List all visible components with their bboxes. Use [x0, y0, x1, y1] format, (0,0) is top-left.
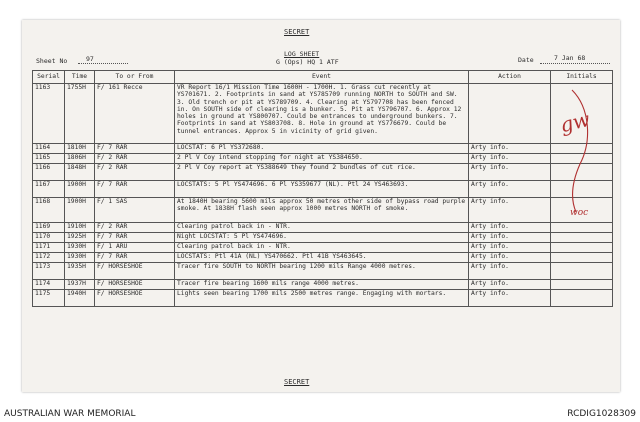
time-cell: 1755H	[65, 84, 95, 144]
to-or-from-cell: F/ HORSESHOE	[95, 280, 175, 290]
table-row	[33, 290, 613, 307]
serial-cell: 1169	[33, 223, 65, 233]
table-row	[33, 181, 613, 198]
action-cell: Arty info.	[469, 164, 551, 181]
footer-catalog-id: RCDIG1028309	[567, 409, 636, 419]
log-sheet-title: LOG SHEET	[284, 50, 320, 58]
table-row	[33, 84, 613, 144]
action-cell: Arty info.	[469, 233, 551, 243]
event-cell: 2 Pl V Coy report at YS388649 they found 2 bundles of cut rice.	[175, 164, 469, 181]
serial-cell: 1168	[33, 198, 65, 223]
handwritten-initial-gw: gw	[557, 106, 593, 138]
event-cell: 2 Pl V Coy intend stopping for night at YS384650.	[175, 154, 469, 164]
sheet-number-label: Sheet No	[36, 57, 68, 65]
serial-cell: 1164	[33, 144, 65, 154]
to-or-from-cell: F/ HORSESHOE	[95, 263, 175, 280]
time-cell: 1930H	[65, 253, 95, 263]
to-or-from-cell: F/ 2 RAR	[95, 164, 175, 181]
column-header-to-or-from: To or From	[95, 71, 175, 84]
log-table	[32, 70, 613, 307]
table-row	[33, 223, 613, 233]
column-header-action: Action	[469, 71, 551, 84]
initials-cell	[551, 263, 613, 280]
serial-cell: 1170	[33, 233, 65, 243]
time-cell: 1937H	[65, 280, 95, 290]
to-or-from-cell: F/ 7 RAR	[95, 144, 175, 154]
time-cell: 1910H	[65, 223, 95, 233]
event-cell: VR Report 16/1 Mission Time 1600H - 1700H. 1. Grass cut recently at YS701671. 2. Footprints in sand at YS785709 running NORTH to SOUTH and SW. 3. Old trench or pit at YS789709. 4. Clearing at YS797708 has been fenced in. On SOUTH side of clearing is a bunker. 5. Pit at YS796707. 6. Approx 12 holes in ground at YS800707. Could be entrances to underground bunkers. 7. Footprints in sand at YS803708. 8. Hole in ground at YS776679. Could be tunnel entrances. Approx 5 in vicinity of grid given.	[175, 84, 469, 144]
to-or-from-cell: F/ 2 RAR	[95, 223, 175, 233]
log-sheet-page	[22, 20, 620, 392]
event-cell: Clearing patrol back in - NTR.	[175, 223, 469, 233]
date-value: 7 Jan 68	[554, 54, 586, 62]
log-table-body	[33, 84, 613, 307]
serial-cell: 1171	[33, 243, 65, 253]
to-or-from-cell: F/ 7 RAR	[95, 181, 175, 198]
serial-cell: 1165	[33, 154, 65, 164]
table-header-row	[33, 71, 613, 84]
action-cell: Arty info.	[469, 243, 551, 253]
to-or-from-cell: F/ 161 Recce	[95, 84, 175, 144]
to-or-from-cell: F/ 2 RAR	[95, 154, 175, 164]
action-cell: Arty info.	[469, 154, 551, 164]
serial-cell: 1167	[33, 181, 65, 198]
time-cell: 1848H	[65, 164, 95, 181]
table-row	[33, 164, 613, 181]
serial-cell: 1166	[33, 164, 65, 181]
time-cell: 1810H	[65, 144, 95, 154]
action-cell: Arty info.	[469, 253, 551, 263]
to-or-from-cell: F/ 1 SAS	[95, 198, 175, 223]
column-header-event: Event	[175, 71, 469, 84]
action-cell: Arty info.	[469, 280, 551, 290]
column-header-time: Time	[65, 71, 95, 84]
column-header-initials: Initials	[551, 71, 613, 84]
table-row	[33, 233, 613, 243]
action-cell: Arty info.	[469, 198, 551, 223]
initials-cell	[551, 253, 613, 263]
action-cell: Arty info.	[469, 290, 551, 307]
time-cell: 1940H	[65, 290, 95, 307]
to-or-from-cell: F/ 7 RAR	[95, 253, 175, 263]
table-row	[33, 263, 613, 280]
event-cell: LOCSTATS: Ptl 41A (NL) YS470662. Ptl 41B YS463645.	[175, 253, 469, 263]
table-row	[33, 243, 613, 253]
table-row	[33, 280, 613, 290]
initials-cell	[551, 233, 613, 243]
event-cell: Tracer fire bearing 1600 mils range 4000 metres.	[175, 280, 469, 290]
event-cell: At 1840H bearing 5600 mils approx 50 metres other side of bypass road purple smoke. At 1838H flash seen approx 1000 metres NORTH of smoke.	[175, 198, 469, 223]
event-cell: Lights seen bearing 1700 mils 2500 metres range. Engaging with mortars.	[175, 290, 469, 307]
time-cell: 1900H	[65, 198, 95, 223]
column-header-serial: Serial	[33, 71, 65, 84]
initials-cell	[551, 243, 613, 253]
date-line	[540, 63, 610, 64]
serial-cell: 1175	[33, 290, 65, 307]
time-cell: 1925H	[65, 233, 95, 243]
action-cell: Arty info.	[469, 144, 551, 154]
action-cell	[469, 84, 551, 144]
serial-cell: 1163	[33, 84, 65, 144]
event-cell: Tracer fire SOUTH to NORTH bearing 1200 mils Range 4000 metres.	[175, 263, 469, 280]
action-cell: Arty info.	[469, 263, 551, 280]
action-cell: Arty info.	[469, 181, 551, 198]
event-cell: LOCSTAT: 6 Pl YS372680.	[175, 144, 469, 154]
action-cell: Arty info.	[469, 223, 551, 233]
time-cell: 1900H	[65, 181, 95, 198]
handwritten-initial-woc: woc	[570, 208, 589, 218]
time-cell: 1806H	[65, 154, 95, 164]
table-row	[33, 144, 613, 154]
to-or-from-cell: F/ HORSESHOE	[95, 290, 175, 307]
initials-cell	[551, 223, 613, 233]
table-row	[33, 253, 613, 263]
unit-title: G (Ops) HQ 1 ATF	[276, 58, 339, 66]
table-row	[33, 198, 613, 223]
sheet-number-value: 97	[86, 55, 94, 63]
red-margin-bracket-icon	[552, 86, 612, 216]
event-cell: Clearing patrol back in - NTR.	[175, 243, 469, 253]
initials-cell	[551, 280, 613, 290]
to-or-from-cell: F/ 7 RAR	[95, 233, 175, 243]
top-secret-marking: SECRET	[284, 28, 310, 36]
date-label: Date	[518, 56, 534, 64]
initials-cell	[551, 290, 613, 307]
event-cell: LOCSTATS: 5 Pl YS474696. 6 Pl YS359677 (NL). Ptl 24 YS463693.	[175, 181, 469, 198]
time-cell: 1930H	[65, 243, 95, 253]
time-cell: 1935H	[65, 263, 95, 280]
to-or-from-cell: F/ 1 ARU	[95, 243, 175, 253]
event-cell: Night LOCSTAT: 5 Pl YS474696.	[175, 233, 469, 243]
serial-cell: 1172	[33, 253, 65, 263]
serial-cell: 1173	[33, 263, 65, 280]
bottom-secret-marking: SECRET	[284, 378, 310, 386]
serial-cell: 1174	[33, 280, 65, 290]
footer-credit: AUSTRALIAN WAR MEMORIAL	[4, 409, 136, 419]
table-row	[33, 154, 613, 164]
sheet-number-line	[78, 63, 128, 64]
